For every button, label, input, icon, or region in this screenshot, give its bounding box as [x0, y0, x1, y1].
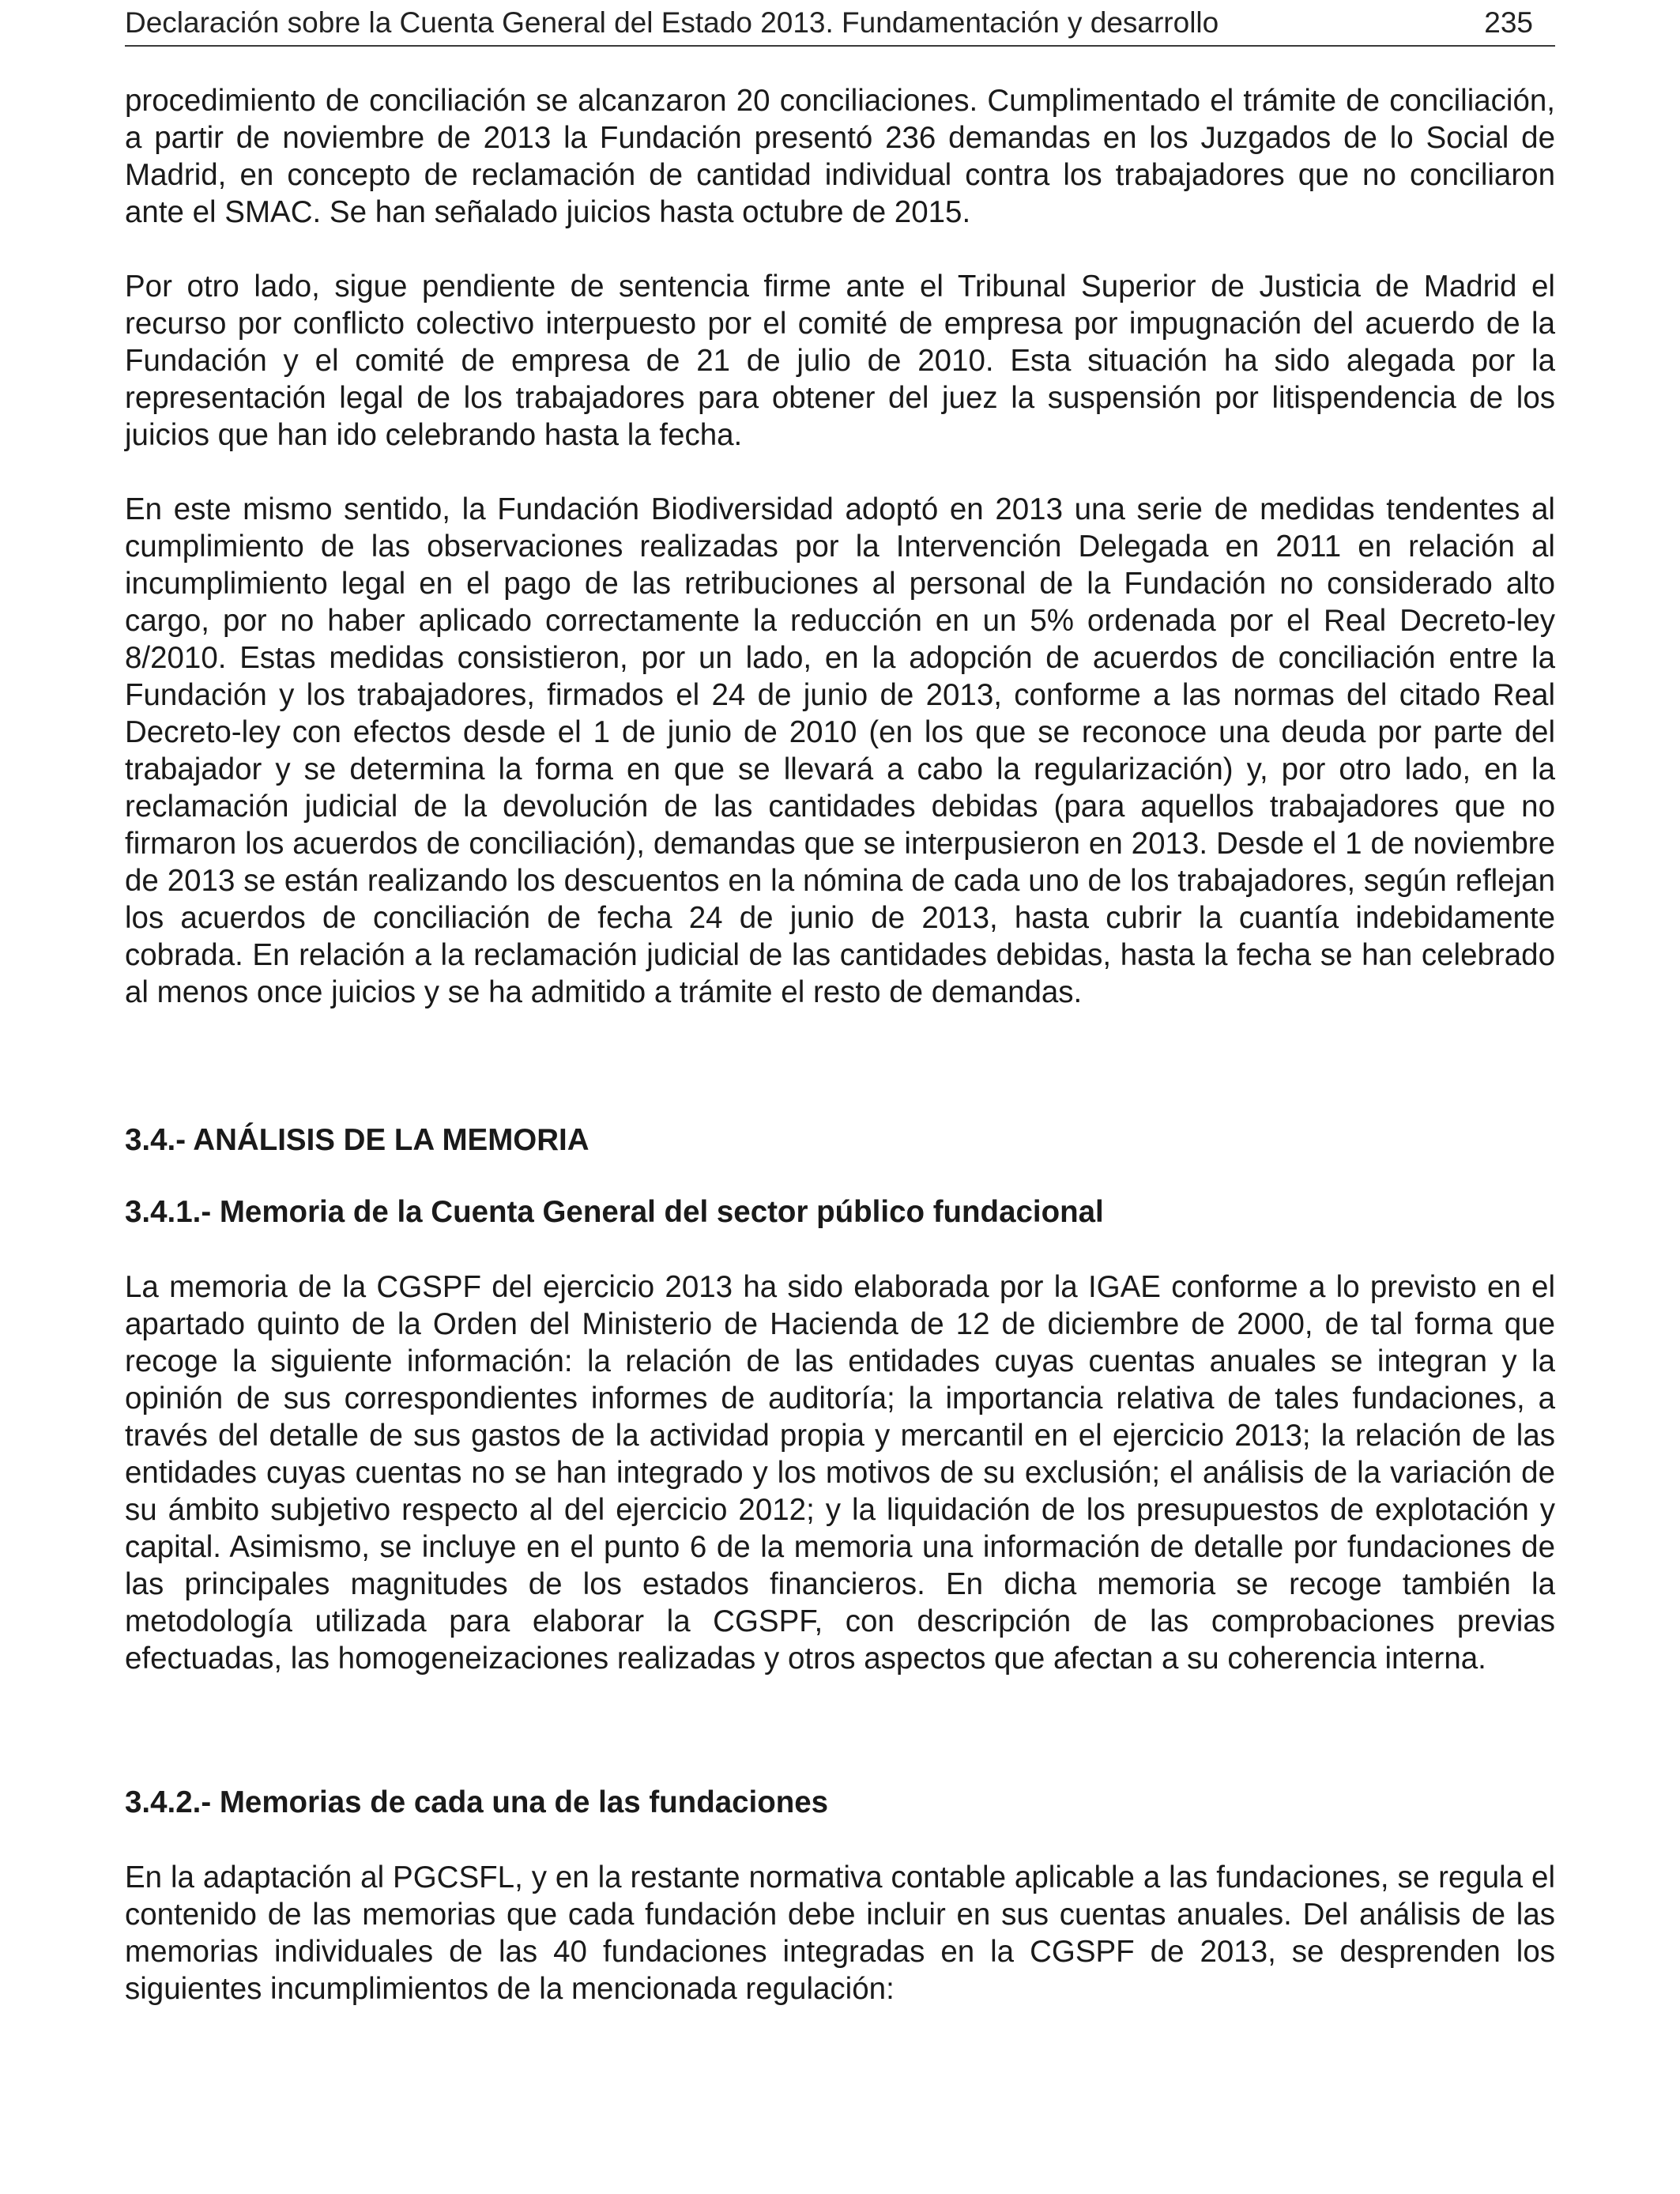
paragraph-conciliaciones: procedimiento de conciliación se alcanzaron 20 conciliaciones. Cumplimentado el trámite de conciliación, a partir de noviembre de 2013 la Fundación presentó 236 demandas en los Juzgados de lo Social de Madrid, en concepto de reclamación de cantidad individual contra los trabajadores que no conciliaron ante el SMAC. Se han señalado juicios hasta octubre de 2015. [125, 84, 1555, 229]
document-page [125, 0, 1555, 2194]
page-number: 235 [1484, 6, 1533, 39]
section-heading-3-4: 3.4.- ANÁLISIS DE LA MEMORIA [125, 1123, 590, 1157]
paragraph-tribunal-superior: Por otro lado, sigue pendiente de sentencia firme ante el Tribunal Superior de Justicia de Madrid el recurso por conflicto colectivo interpuesto por el comité de empresa por impugnación del acuerdo de la Fundación y el comité de empresa de 21 de julio de 2010. Esta situación ha sido alegada por la representación legal de los trabajadores para obtener del juez la suspensión por litispendencia de los juicios que han ido celebrando hasta la fecha. [125, 270, 1555, 452]
body-text [125, 82, 1555, 2007]
section-heading-3-4-2: 3.4.2.- Memorias de cada una de las fundaciones [125, 1785, 829, 1819]
paragraph-memoria-cgspf: La memoria de la CGSPF del ejercicio 2013 ha sido elaborada por la IGAE conforme a lo previsto en el apartado quinto de la Orden del Ministerio de Hacienda de 12 de diciembre de 2000, de tal forma que recoge la siguiente información: la relación de las entidades cuyas cuentas anuales se integran y la opinión de sus correspondientes informes de auditoría; la importancia relativa de tales fundaciones, a través del detalle de sus gastos de la actividad propia y mercantil en el ejercicio 2013; la relación de las entidades cuyas cuentas no se han integrado y los motivos de su exclusión; el análisis de la variación de su ámbito subjetivo respecto al del ejercicio 2012; y la liquidación de los presupuestos de explotación y capital. Asimismo, se incluye en el punto 6 de la memoria una información de detalle por fundaciones de las principales magnitudes de los estados financieros. En dicha memoria se recoge también la metodología utilizada para elaborar la CGSPF, con descripción de las comprobaciones previas efectuadas, las homogeneizaciones realizadas y otros aspectos que afectan a su coherencia interna. [125, 1270, 1555, 1676]
header-title: Declaración sobre la Cuenta General del Estado 2013. Fundamentación y desarrollo [125, 6, 1219, 39]
paragraph-memorias-fundaciones: En la adaptación al PGCSFL, y en la restante normativa contable aplicable a las fundaciones, se regula el contenido de las memorias que cada fundación debe incluir en sus cuentas anuales. Del análisis de las memorias individuales de las 40 fundaciones integradas en la CGSPF de 2013, se desprenden los siguientes incumplimientos de la mencionada regulación: [125, 1860, 1555, 2006]
section-heading-3-4-1: 3.4.1.- Memoria de la Cuenta General del sector público fundacional [125, 1195, 1104, 1229]
paragraph-fundacion-biodiversidad: En este mismo sentido, la Fundación Biodiversidad adoptó en 2013 una serie de medidas tendentes al cumplimiento de las observaciones realizadas por la Intervención Delegada en 2011 en relación al incumplimiento legal en el pago de las retribuciones al personal de la Fundación no considerado alto cargo, por no haber aplicado correctamente la reducción en un 5% ordenada por el Real Decreto-ley 8/2010. Estas medidas consistieron, por un lado, en la adopción de acuerdos de conciliación entre la Fundación y los trabajadores, firmados el 24 de junio de 2013, conforme a las normas del citado Real Decreto-ley con efectos desde el 1 de junio de 2010 (en los que se reconoce una deuda por parte del trabajador y se determina la forma en que se llevará a cabo la regularización) y, por otro lado, en la reclamación judicial de la devolución de las cantidades debidas (para aquellos trabajadores que no firmaron los acuerdos de conciliación), demandas que se interpusieron en 2013. Desde el 1 de noviembre de 2013 se están realizando los descuentos en la nómina de cada uno de los trabajadores, según reflejan los acuerdos de conciliación de fecha 24 de junio de 2013, hasta cubrir la cuantía indebidamente cobrada. En relación a la reclamación judicial de las cantidades debidas, hasta la fecha se han celebrado al menos once juicios y se ha admitido a trámite el resto de demandas. [125, 492, 1555, 1009]
running-header [125, 0, 1555, 47]
